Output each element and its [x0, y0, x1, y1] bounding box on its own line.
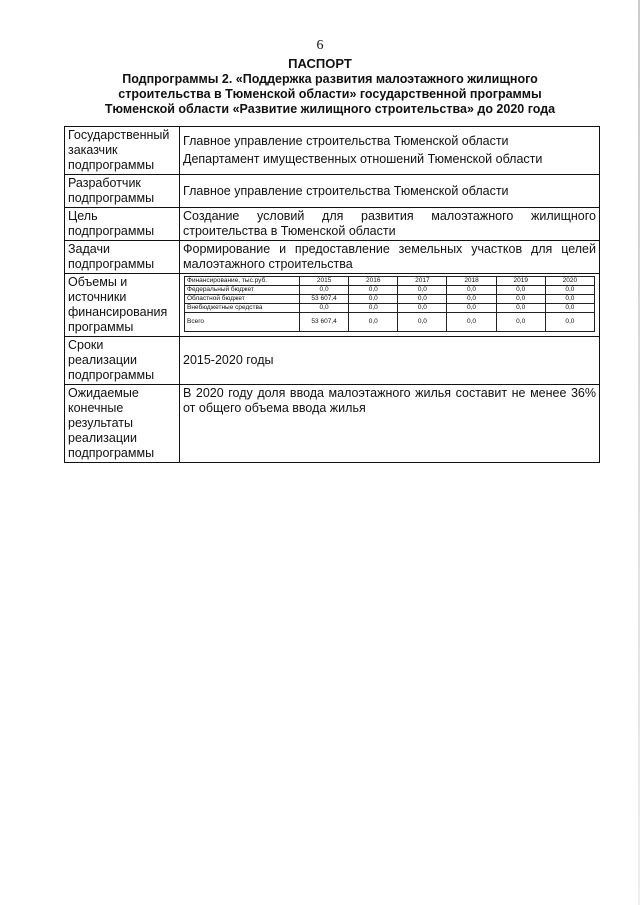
label-line: Сроки: [68, 338, 104, 352]
value-text: 2015-2020 годы: [183, 353, 274, 367]
financing-table: [184, 276, 595, 332]
label-tasks: [65, 241, 180, 274]
financing-row-label: Областной бюджет: [185, 295, 300, 304]
label-line: подпрограммы: [68, 446, 155, 460]
value-text: Формирование и предоставление земельных участков для целей малоэтажного строительства: [183, 242, 596, 271]
financing-cell: 0,0: [545, 304, 594, 313]
label-line: конечные: [68, 401, 124, 415]
label-line: программы: [68, 320, 134, 334]
financing-row: [185, 286, 595, 295]
label-line: Государственный: [68, 128, 170, 142]
passport-table: [64, 126, 600, 463]
financing-header-label: Финансирование, тыс.руб.: [185, 277, 300, 286]
value-text: В 2020 году доля ввода малоэтажного жилья составит не менее 36% от общего объема ввода жилья: [183, 386, 596, 415]
label-line: Объемы и: [68, 275, 128, 289]
financing-cell: 0,0: [349, 295, 398, 304]
value-developer: [180, 175, 600, 208]
financing-cell: 0,0: [447, 304, 496, 313]
financing-row: [185, 304, 595, 313]
financing-cell: 0,0: [349, 286, 398, 295]
row-results: [65, 385, 600, 463]
subtitle-line: Подпрограммы 2. «Поддержка развития малоэтажного жилищного: [122, 72, 538, 86]
label-line: реализации: [68, 353, 137, 367]
label-line: подпрограммы: [68, 368, 155, 382]
label-line: источники: [68, 290, 127, 304]
value-terms: [180, 337, 600, 385]
label-financing: [65, 274, 180, 337]
document-subtitle: [95, 72, 565, 117]
row-customer: [65, 127, 600, 175]
financing-cell: 0,0: [349, 313, 398, 332]
financing-cell: 0,0: [496, 313, 545, 332]
value-results: [180, 385, 600, 463]
subtitle-line: Тюменской области «Развитие жилищного строительства» до 2020 года: [104, 102, 556, 116]
value-line: Главное управление строительства Тюменской области: [183, 183, 509, 198]
year-header: 2017: [398, 277, 447, 286]
financing-cell: 0,0: [545, 286, 594, 295]
financing-row: [185, 295, 595, 304]
financing-cell: 0,0: [447, 286, 496, 295]
year-header: 2020: [545, 277, 594, 286]
label-line: Ожидаемые: [68, 386, 139, 400]
financing-cell: 0,0: [300, 304, 349, 313]
row-terms: [65, 337, 600, 385]
label-line: результаты: [68, 416, 133, 430]
value-line: Главное управление строительства Тюменской области: [183, 134, 509, 148]
financing-cell: 0,0: [398, 313, 447, 332]
financing-row-label: Всего: [185, 313, 300, 332]
value-goal: [180, 208, 600, 241]
financing-cell: 53 607,4: [300, 295, 349, 304]
year-header: 2015: [300, 277, 349, 286]
label-line: Разработчик: [68, 176, 141, 190]
value-line: Департамент имущественных отношений Тюменской области: [183, 152, 543, 166]
value-tasks: [180, 241, 600, 274]
label-line: Задачи: [68, 242, 110, 256]
value-financing: [180, 274, 600, 337]
financing-header-row: [185, 277, 595, 286]
subtitle-line: строительства в Тюменской области» государственной программы: [118, 87, 542, 101]
year-header: 2019: [496, 277, 545, 286]
financing-cell: 0,0: [496, 295, 545, 304]
label-customer: [65, 127, 180, 175]
value-customer: [180, 127, 600, 175]
financing-cell: 0,0: [447, 295, 496, 304]
row-tasks: [65, 241, 600, 274]
year-header: 2018: [447, 277, 496, 286]
value-text: Создание условий для развития малоэтажного жилищного строительства в Тюменской области: [183, 209, 596, 238]
label-goal: [65, 208, 180, 241]
document-title: ПАСПОРТ: [288, 56, 352, 71]
label-line: финансирования: [68, 305, 168, 319]
label-results: [65, 385, 180, 463]
financing-cell: 0,0: [545, 295, 594, 304]
financing-row-label: Федеральный бюджет: [185, 286, 300, 295]
financing-total-row: [185, 313, 595, 332]
financing-cell: 0,0: [398, 304, 447, 313]
financing-cell: 0,0: [398, 295, 447, 304]
year-header: 2016: [349, 277, 398, 286]
financing-cell: 0,0: [545, 313, 594, 332]
label-line: подпрограммы: [68, 224, 155, 238]
label-line: подпрограммы: [68, 191, 155, 205]
financing-cell: 0,0: [496, 304, 545, 313]
row-goal: [65, 208, 600, 241]
label-line: реализации: [68, 431, 137, 445]
row-financing: [65, 274, 600, 337]
label-terms: [65, 337, 180, 385]
label-line: Цель: [68, 209, 98, 223]
financing-row-label: Внебюджетные средства: [185, 304, 300, 313]
financing-cell: 0,0: [349, 304, 398, 313]
row-developer: [65, 175, 600, 208]
financing-cell: 0,0: [300, 286, 349, 295]
label-line: подпрограммы: [68, 158, 155, 172]
financing-cell: 0,0: [447, 313, 496, 332]
label-line: подпрограммы: [68, 257, 155, 271]
page-number: 6: [316, 38, 324, 53]
financing-cell: 0,0: [398, 286, 447, 295]
label-developer: [65, 175, 180, 208]
financing-cell: 53 607,4: [300, 313, 349, 332]
label-line: заказчик: [68, 143, 118, 157]
financing-cell: 0,0: [496, 286, 545, 295]
